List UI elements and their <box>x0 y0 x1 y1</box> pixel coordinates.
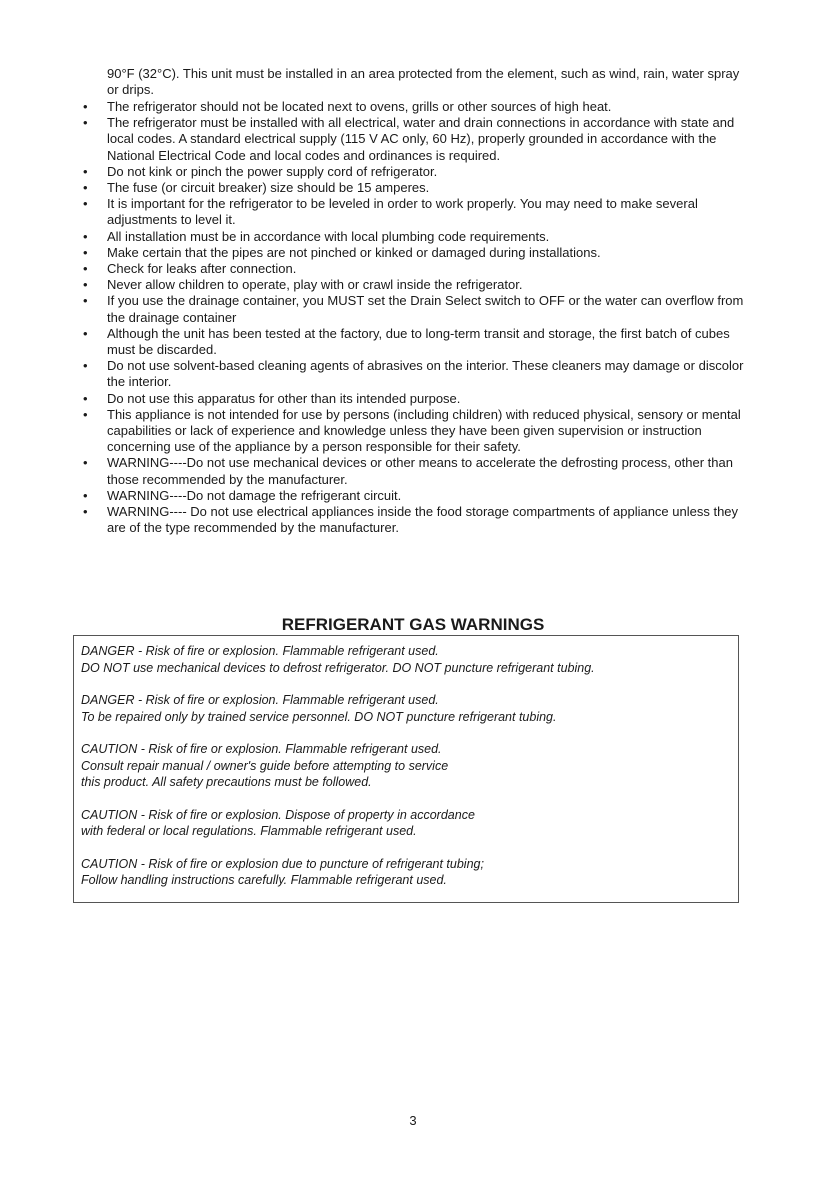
warning-group <box>81 807 731 840</box>
bullet-dot-icon: • <box>83 455 88 471</box>
warning-line: CAUTION - Risk of fire or explosion. Dispose of property in accordance <box>81 807 475 822</box>
warning-group <box>81 741 731 791</box>
bullet-text: All installation must be in accordance with local plumbing code requirements. <box>107 228 550 244</box>
bullet-dot-icon: • <box>83 228 88 244</box>
bullet-text: WARNING---- Do not use electrical appliances inside the food storage compartments of appliance unless they are of the type recommended by the manufacturer. <box>107 504 739 536</box>
bullet-text: Do not use this apparatus for other than its intended purpose. <box>107 390 461 406</box>
bullet-text: The fuse (or circuit breaker) size should be 15 amperes. <box>107 180 430 196</box>
bullet-dot-icon: • <box>83 406 88 422</box>
bullet-text: This appliance is not intended for use by persons (including children) with reduced physical, sensory or mental capabilities or lack of experience and knowledge unless they have been given supervision or instruction concerning use of the appliance by a person responsible for their safety. <box>107 406 741 455</box>
bullet-text: WARNING----Do not use mechanical devices or other means to accelerate the defrosting process, other than those recommended by the manufacturer. <box>107 455 733 487</box>
warning-line: CAUTION - Risk of fire or explosion. Flammable refrigerant used. <box>81 742 442 756</box>
bullet-dot-icon: • <box>83 390 88 406</box>
bullet-item <box>0 115 819 164</box>
bullet-item <box>0 277 819 293</box>
bullet-item <box>0 293 819 325</box>
bullet-item <box>0 358 819 390</box>
bullet-item <box>0 391 819 407</box>
warning-line: Consult repair manual / owner's guide before attempting to service <box>81 758 449 773</box>
bullet-dot-icon: • <box>83 196 88 212</box>
bullet-item <box>0 455 819 487</box>
warning-line: this product. All safety precautions must be followed. <box>81 775 372 789</box>
warning-line: CAUTION - Risk of fire or explosion due to puncture of refrigerant tubing; <box>81 856 484 871</box>
bullet-text: Do not use solvent-based cleaning agents of abrasives on the interior. These cleaners may damage or discolor the interior. <box>107 358 744 390</box>
installation-bullet-list <box>0 99 819 536</box>
warning-line: DANGER - Risk of fire or explosion. Flammable refrigerant used. <box>81 644 439 658</box>
warning-group <box>81 692 731 725</box>
bullet-item <box>0 229 819 245</box>
bullet-dot-icon: • <box>83 358 88 374</box>
bullet-dot-icon: • <box>83 180 88 196</box>
bullet-dot-icon: • <box>83 325 88 341</box>
bullet-dot-icon: • <box>83 293 88 309</box>
intro-paragraph: 90°F (32°C). This unit must be installed in an area protected from the element, such as wind, rain, water spray or drips. <box>107 66 740 98</box>
bullet-item <box>0 196 819 228</box>
bullet-dot-icon: • <box>83 115 88 131</box>
bullet-text: If you use the drainage container, you MUST set the Drain Select switch to OFF or the water can overflow from the drainage container <box>107 293 744 325</box>
warning-line: DANGER - Risk of fire or explosion. Flammable refrigerant used. <box>81 693 439 707</box>
refrigerant-warning-box <box>73 635 739 903</box>
bullet-text: Make certain that the pipes are not pinched or kinked or damaged during installations. <box>107 244 601 260</box>
bullet-item <box>0 326 819 358</box>
warning-line: with federal or local regulations. Flammable refrigerant used. <box>81 824 417 838</box>
warning-line: To be repaired only by trained service personnel. DO NOT puncture refrigerant tubing. <box>81 709 557 724</box>
warning-line: Follow handling instructions carefully. Flammable refrigerant used. <box>81 873 447 887</box>
page-number: 3 <box>409 1113 417 1128</box>
warning-line: DO NOT use mechanical devices to defrost refrigerator. DO NOT puncture refrigerant tubing. <box>81 660 595 675</box>
warning-list <box>81 643 731 905</box>
bullet-item <box>0 99 819 115</box>
warning-group <box>81 856 731 889</box>
warning-group <box>81 643 731 676</box>
section-title: REFRIGERANT GAS WARNINGS <box>281 615 545 634</box>
bullet-text: WARNING----Do not damage the refrigerant circuit. <box>107 487 402 503</box>
bullet-text: The refrigerator must be installed with all electrical, water and drain connections in accordance with state and local codes. A standard electrical supply (115 V AC only, 60 Hz), properly grounded in accordance with the National Electrical Code and local codes and ordinances is required. <box>107 115 735 163</box>
bullet-text: Do not kink or pinch the power supply cord of refrigerator. <box>107 163 438 179</box>
bullet-item <box>0 504 819 536</box>
bullet-item <box>0 488 819 504</box>
bullet-text: Never allow children to operate, play with or crawl inside the refrigerator. <box>107 277 523 293</box>
bullet-item <box>0 164 819 180</box>
bullet-text: Check for leaks after connection. <box>107 261 297 277</box>
bullet-dot-icon: • <box>83 163 88 179</box>
bullet-dot-icon: • <box>83 99 88 114</box>
bullet-text: Although the unit has been tested at the factory, due to long-term transit and storage, the first batch of cubes must be discarded. <box>107 325 730 358</box>
bullet-item <box>0 245 819 261</box>
bullet-item <box>0 407 819 456</box>
bullet-dot-icon: • <box>83 487 88 503</box>
bullet-text: The refrigerator should not be located next to ovens, grills or other sources of high heat. <box>107 99 612 114</box>
bullet-item <box>0 261 819 277</box>
bullet-dot-icon: • <box>83 277 88 293</box>
bullet-text: It is important for the refrigerator to be leveled in order to work properly. You may need to make several adjustments to level it. <box>107 196 698 228</box>
bullet-item <box>0 180 819 196</box>
bullet-dot-icon: • <box>83 504 88 520</box>
bullet-dot-icon: • <box>83 244 88 260</box>
bullet-dot-icon: • <box>83 261 88 277</box>
